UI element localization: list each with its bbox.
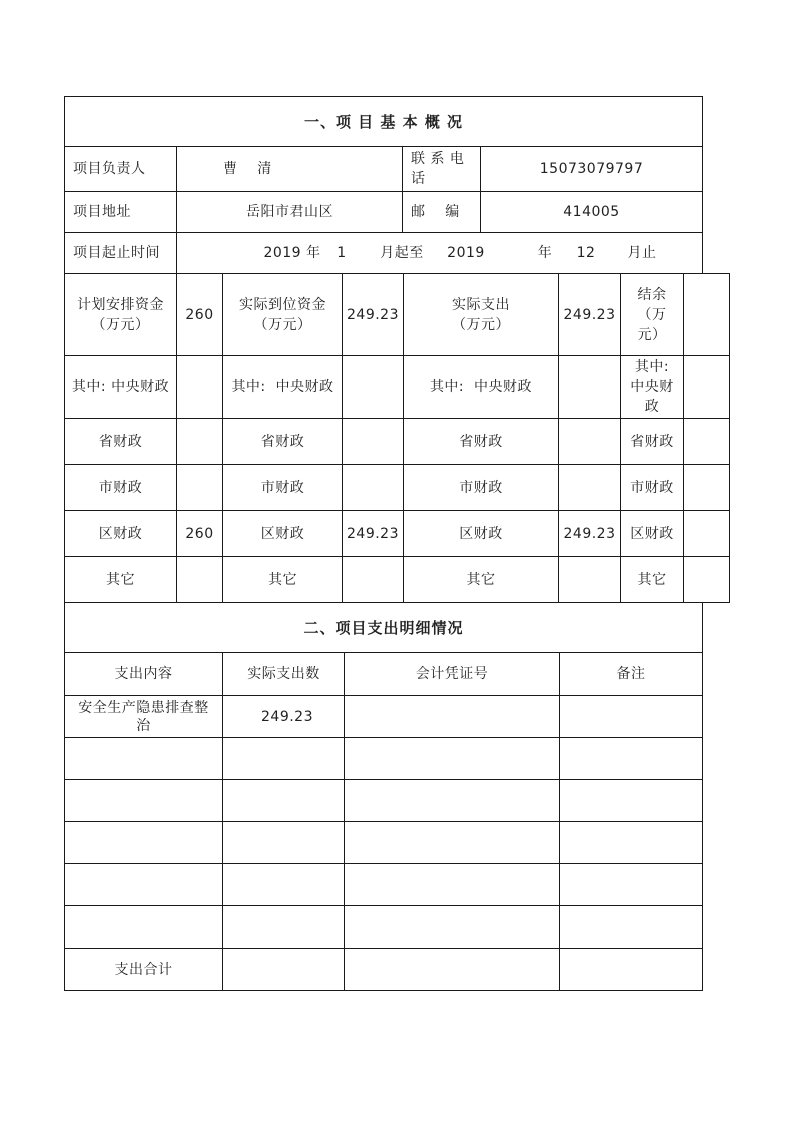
fund-amount [684,419,729,464]
period-start-month: 1 [337,245,347,261]
expense-remark [560,780,702,821]
period-end-suffix: 月止 [627,245,657,261]
expense-content [65,738,222,779]
fund-source-label: 其它 [637,571,667,588]
period-label: 项目起止时间 [73,245,160,261]
fund-amount [177,419,222,464]
column-header: 支出内容 [114,666,173,682]
period-end-year-unit: 年 [537,245,553,261]
total-label: 支出合计 [114,961,173,978]
fund-amount [343,419,403,464]
phone-label [403,147,480,191]
expense-content [65,696,222,737]
fund-amount [559,419,620,464]
fund-source-label: 省财政 [98,433,143,450]
balance-label-line: 结余 [637,286,667,303]
fund-source-label: 其它 [268,571,297,588]
expense-content [65,822,222,863]
fund-source-label: 其中: 中央财政 [231,379,334,395]
fund-amount [177,356,222,418]
expense-voucher [345,738,559,779]
expense-remark [560,696,702,737]
postcode-value: 414005 [563,204,620,220]
fund-amount: 249.23 [563,525,616,542]
rule [64,990,703,991]
fund-source-label: 区财政 [459,525,503,542]
fund-amount [684,465,729,510]
expense-voucher [345,864,559,905]
fund-amount [177,557,222,602]
fund-source-label: 省财政 [630,433,674,450]
actual-label-line: （万元） [253,316,312,333]
column-header: 会计凭证号 [415,666,489,682]
spent-label-line: （万元） [452,316,510,333]
planned-value: 260 [185,306,214,323]
actual-label [223,274,342,355]
fund-source-label [621,356,683,418]
expense-content-line: 治 [136,717,151,734]
fund-amount [177,465,222,510]
fund-amount [343,465,403,510]
expense-content-line: 安全生产隐患排查整 [78,699,209,716]
period-end-year: 2019 [447,245,485,261]
period-end-month: 12 [576,245,596,261]
fund-amount: 249.23 [347,525,399,542]
fund-amount [343,356,403,418]
expense-amount: 249.23 [261,708,313,725]
fund-source-label: 其中: 中央财政 [429,379,533,395]
rule [176,232,177,274]
postcode-label: 邮 编 [411,204,460,220]
expense-voucher [345,906,559,948]
fund-amount [684,511,729,556]
phone-value: 15073079797 [539,161,644,177]
address-value: 岳阳市君山区 [246,204,333,220]
expense-voucher [345,780,559,821]
fund-source-label: 区财政 [98,525,143,542]
total-value [223,949,344,990]
fund-amount [343,557,403,602]
expense-amount [223,864,344,905]
leader-label: 项目负责人 [73,161,146,177]
column-header: 实际支出数 [247,666,320,682]
expense-content [65,864,222,905]
fund-amount [559,465,620,510]
actual-value: 249.23 [347,306,399,323]
rule [702,602,703,991]
period-start-year: 2019 年 [263,245,321,261]
fund-amount [684,356,729,418]
planned-label-line: （万元） [91,316,150,333]
column-header: 备注 [616,666,646,682]
expense-content [65,780,222,821]
spent-value: 249.23 [563,306,616,323]
fund-amount: 260 [185,525,214,542]
fund-source-label-line: 其中: [634,359,670,375]
fund-source-label: 市财政 [260,479,305,496]
balance-label-line: （万 [637,306,667,323]
section-title: 一、项 目 基 本 概 况 [303,112,464,131]
expense-remark [560,822,702,863]
leader-value: 曹 清 [223,161,272,177]
fund-source-label: 其中: 中央财政 [71,379,170,395]
expense-amount [223,738,344,779]
rule [729,273,730,603]
expense-voucher [345,696,559,737]
balance-value [684,274,729,355]
fund-amount [684,557,729,602]
fund-source-label: 省财政 [260,433,305,450]
phone-label-line: 联 系 电 [411,151,465,167]
fund-source-label-line: 中央财 [630,379,674,395]
expense-remark [560,738,702,779]
expense-amount [223,822,344,863]
fund-source-label: 区财政 [630,525,674,542]
actual-label-line: 实际到位资金 [239,296,326,313]
expense-remark [560,906,702,948]
fund-source-label-line: 政 [644,399,660,415]
expense-remark [560,864,702,905]
planned-label-line: 计划安排资金 [77,296,164,313]
planned-label [65,274,176,355]
spent-label [404,274,558,355]
balance-label [621,274,683,355]
fund-amount [559,356,620,418]
expense-amount [223,906,344,948]
expense-voucher [345,822,559,863]
fund-amount [559,557,620,602]
fund-source-label: 省财政 [459,433,503,450]
period-start-suffix: 月起至 [380,245,424,261]
address-label: 项目地址 [73,204,131,220]
balance-label-line: 元） [637,326,667,343]
fund-source-label: 其它 [106,571,135,588]
fund-source-label: 市财政 [630,479,674,496]
phone-label-line: 话 [411,171,426,187]
fund-source-label: 市财政 [459,479,503,496]
expense-amount [223,780,344,821]
fund-source-label: 市财政 [98,479,143,496]
spent-label-line: 实际支出 [452,296,510,313]
fund-source-label: 区财政 [260,525,305,542]
fund-source-label: 其它 [466,571,496,588]
section-title: 二、项目支出明细情况 [303,618,464,637]
expense-content [65,906,222,948]
